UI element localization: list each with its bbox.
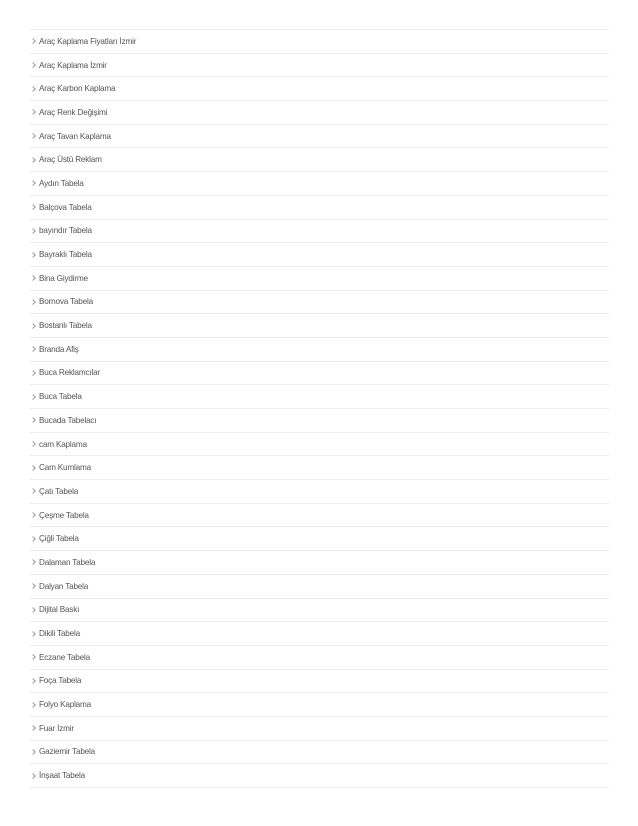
category-list <box>30 29 609 788</box>
category-link[interactable]: Bayraklı Tabela <box>39 250 92 260</box>
chevron-right-icon <box>30 133 36 139</box>
category-link[interactable]: Dalyan Tabela <box>39 581 89 591</box>
chevron-right-icon <box>30 62 36 68</box>
category-link[interactable]: Dalaman Tabela <box>39 557 96 567</box>
category-item[interactable] <box>30 741 609 765</box>
category-item[interactable] <box>30 527 609 551</box>
chevron-right-icon <box>30 418 36 424</box>
category-item[interactable] <box>30 243 609 267</box>
chevron-right-icon <box>30 275 36 281</box>
category-item[interactable] <box>30 314 609 338</box>
category-item[interactable] <box>30 148 609 172</box>
chevron-right-icon <box>30 39 36 45</box>
chevron-right-icon <box>30 607 36 613</box>
chevron-right-icon <box>30 512 36 518</box>
category-link[interactable]: İnşaat Tabela <box>39 771 85 781</box>
category-item[interactable] <box>30 101 609 125</box>
chevron-right-icon <box>30 631 36 637</box>
chevron-right-icon <box>30 489 36 495</box>
category-link[interactable]: Araç Kaplama Fiyatları İzmir <box>39 36 137 46</box>
chevron-right-icon <box>30 678 36 684</box>
chevron-right-icon <box>30 702 36 708</box>
category-item[interactable] <box>30 196 609 220</box>
category-item[interactable] <box>30 385 609 409</box>
category-item[interactable] <box>30 480 609 504</box>
category-link[interactable]: Buca Reklamcılar <box>39 368 100 378</box>
category-link[interactable]: Araç Kaplama İzmir <box>39 60 107 70</box>
category-link[interactable]: Araç Renk Değişimi <box>39 107 108 117</box>
category-item[interactable] <box>30 338 609 362</box>
category-item[interactable] <box>30 125 609 149</box>
category-item[interactable] <box>30 622 609 646</box>
category-link[interactable]: Cam Kumlama <box>39 463 91 473</box>
category-item[interactable] <box>30 764 609 788</box>
category-item[interactable] <box>30 599 609 623</box>
category-item[interactable] <box>30 456 609 480</box>
chevron-right-icon <box>30 465 36 471</box>
chevron-right-icon <box>30 725 36 731</box>
category-link[interactable]: Bina Giydirme <box>39 273 88 283</box>
category-item[interactable] <box>30 54 609 78</box>
chevron-right-icon <box>30 441 36 447</box>
category-link[interactable]: Dikili Tabela <box>39 629 80 639</box>
chevron-right-icon <box>30 110 36 116</box>
chevron-right-icon <box>30 299 36 305</box>
chevron-right-icon <box>30 157 36 163</box>
chevron-right-icon <box>30 346 36 352</box>
category-link[interactable]: Araç Karbon Kaplama <box>39 84 116 94</box>
category-item[interactable] <box>30 77 609 101</box>
category-item[interactable] <box>30 575 609 599</box>
chevron-right-icon <box>30 86 36 92</box>
category-link[interactable]: Eczane Tabela <box>39 652 90 662</box>
category-item[interactable] <box>30 717 609 741</box>
chevron-right-icon <box>30 370 36 376</box>
category-link[interactable]: Çatı Tabela <box>39 486 79 496</box>
category-item[interactable] <box>30 433 609 457</box>
category-link[interactable]: Çiğli Tabela <box>39 534 79 544</box>
category-link[interactable]: Aydın Tabela <box>39 178 84 188</box>
category-item[interactable] <box>30 646 609 670</box>
category-item[interactable] <box>30 693 609 717</box>
category-item[interactable] <box>30 362 609 386</box>
category-item[interactable] <box>30 670 609 694</box>
chevron-right-icon <box>30 252 36 258</box>
category-item[interactable] <box>30 504 609 528</box>
chevron-right-icon <box>30 323 36 329</box>
category-link[interactable]: Bucada Tabelacı <box>39 415 97 425</box>
category-link[interactable]: Folyo Kaplama <box>39 700 92 710</box>
category-item[interactable] <box>30 409 609 433</box>
category-link[interactable]: Araç Tavan Kaplama <box>39 131 111 141</box>
category-link[interactable]: cam Kaplama <box>39 439 87 449</box>
category-link[interactable]: Buca Tabela <box>39 392 82 402</box>
chevron-right-icon <box>30 228 36 234</box>
chevron-right-icon <box>30 773 36 779</box>
category-link[interactable]: Balçova Tabela <box>39 202 92 212</box>
category-link[interactable]: Bostanlı Tabela <box>39 321 92 331</box>
chevron-right-icon <box>30 394 36 400</box>
category-link[interactable]: Bornova Tabela <box>39 297 93 307</box>
chevron-right-icon <box>30 749 36 755</box>
category-link[interactable]: Fuar İzmir <box>39 723 74 733</box>
category-item[interactable] <box>30 551 609 575</box>
chevron-right-icon <box>30 560 36 566</box>
category-item[interactable] <box>30 220 609 244</box>
category-item[interactable] <box>30 30 609 54</box>
chevron-right-icon <box>30 654 36 660</box>
chevron-right-icon <box>30 204 36 210</box>
chevron-right-icon <box>30 536 36 542</box>
category-link[interactable]: Araç Üstü Reklam <box>39 155 102 165</box>
category-link[interactable]: bayındır Tabela <box>39 226 92 236</box>
category-link[interactable]: Branda Afiş <box>39 344 79 354</box>
category-item[interactable] <box>30 267 609 291</box>
category-link[interactable]: Gaziemir Tabela <box>39 747 96 757</box>
category-link[interactable]: Foça Tabela <box>39 676 82 686</box>
category-item[interactable] <box>30 291 609 315</box>
chevron-right-icon <box>30 181 36 187</box>
category-link[interactable]: Dijital Baskı <box>39 605 80 615</box>
category-link[interactable]: Çeşme Tabela <box>39 510 89 520</box>
chevron-right-icon <box>30 583 36 589</box>
category-item[interactable] <box>30 172 609 196</box>
